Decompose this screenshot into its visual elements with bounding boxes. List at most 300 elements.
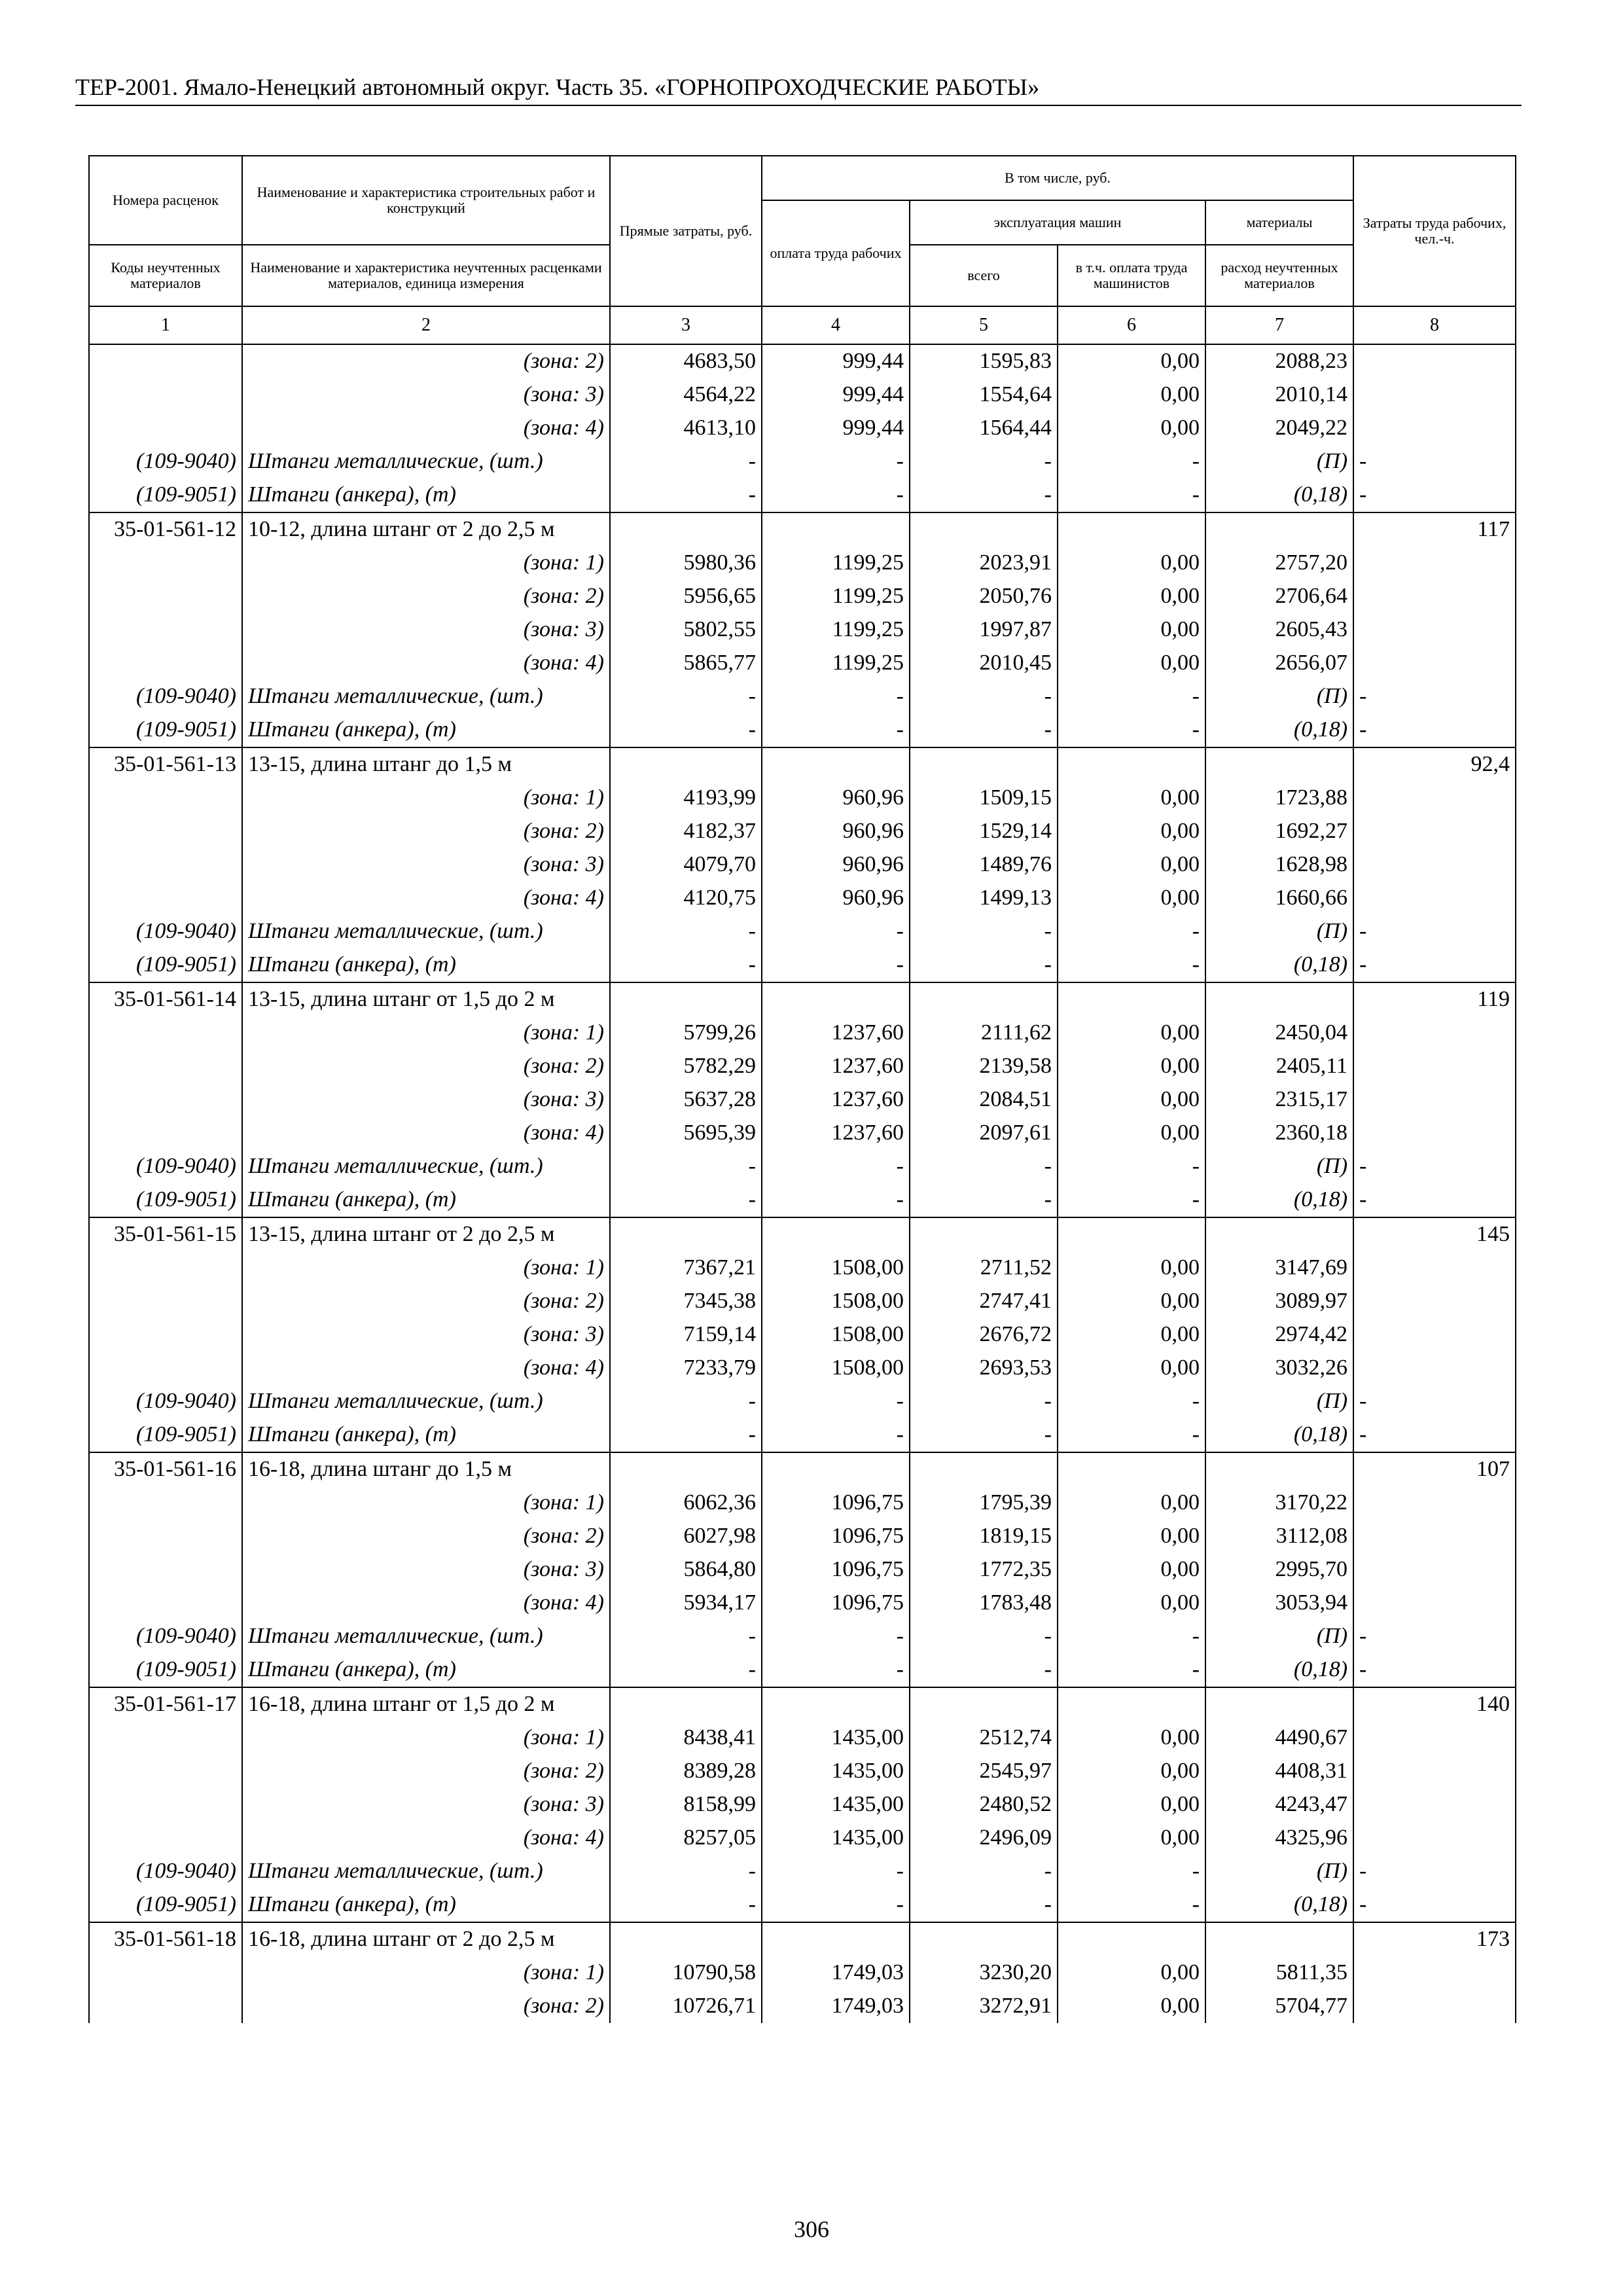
empty-cell — [1058, 512, 1205, 547]
dash-cell: - — [610, 1183, 762, 1217]
wages-cell: 960,96 — [762, 848, 910, 882]
wages-cell: 1096,75 — [762, 1520, 910, 1553]
machine-wages-cell: 0,00 — [1058, 1788, 1205, 1821]
wages-cell: 1199,25 — [762, 547, 910, 580]
zone-label: (зона: 2) — [242, 1285, 610, 1318]
material-code: (109-9040) — [89, 1620, 242, 1653]
zone-row — [89, 647, 1516, 680]
direct-cost-cell: 7345,38 — [610, 1285, 762, 1318]
col-including: В том числе, руб. — [762, 156, 1353, 200]
zone-row — [89, 1050, 1516, 1083]
empty-cell — [1205, 982, 1353, 1016]
col-number: 3 — [610, 306, 762, 344]
machines-total-cell: 2747,41 — [910, 1285, 1058, 1318]
wages-cell: 1096,75 — [762, 1587, 910, 1620]
material-name: Штанги (анкера), (т) — [242, 1418, 610, 1452]
labor-cell — [1353, 580, 1516, 613]
empty-cell — [1058, 982, 1205, 1016]
dash-cell: - — [610, 1888, 762, 1922]
empty-cell — [762, 747, 910, 781]
page-header: ТЕР-2001. Ямало-Ненецкий автономный округ. Часть 35. «ГОРНОПРОХОДЧЕСКИЕ РАБОТЫ» — [75, 74, 1040, 100]
zone-row — [89, 1520, 1516, 1553]
wages-cell: 999,44 — [762, 412, 910, 445]
rate-title: 13-15, длина штанг от 1,5 до 2 м — [242, 982, 610, 1016]
rate-code-cell — [89, 848, 242, 882]
wages-cell: 1237,60 — [762, 1016, 910, 1050]
dash-cell: - — [910, 1418, 1058, 1452]
empty-cell — [762, 1452, 910, 1486]
dash-cell: - — [1058, 1150, 1205, 1183]
dash-cell: - — [1353, 1183, 1516, 1217]
materials-cell: 4408,31 — [1205, 1755, 1353, 1788]
empty-cell — [1205, 1922, 1353, 1956]
dash-cell: - — [1353, 680, 1516, 713]
zone-label: (зона: 2) — [242, 1755, 610, 1788]
zone-label: (зона: 4) — [242, 412, 610, 445]
zone-row — [89, 882, 1516, 915]
material-name: Штанги металлические, (шт.) — [242, 1385, 610, 1418]
material-code: (109-9051) — [89, 713, 242, 747]
material-row — [89, 1418, 1516, 1452]
dash-cell: - — [762, 1418, 910, 1452]
machines-total-cell: 1529,14 — [910, 815, 1058, 848]
material-name: Штанги (анкера), (т) — [242, 1183, 610, 1217]
labor-cell — [1353, 1352, 1516, 1385]
empty-cell — [610, 1922, 762, 1956]
rate-code-cell — [89, 882, 242, 915]
empty-cell — [1205, 747, 1353, 781]
rate-code-cell — [89, 613, 242, 647]
dash-cell: - — [1058, 1855, 1205, 1888]
material-row — [89, 915, 1516, 948]
zone-label: (зона: 4) — [242, 647, 610, 680]
wages-cell: 960,96 — [762, 815, 910, 848]
zone-label: (зона: 2) — [242, 1520, 610, 1553]
rate-code-cell — [89, 1788, 242, 1821]
rate-code-cell — [89, 815, 242, 848]
empty-cell — [910, 747, 1058, 781]
labor-cell — [1353, 1520, 1516, 1553]
rates-table — [88, 155, 1516, 2023]
material-code: (109-9051) — [89, 1653, 242, 1687]
materials-cell: 2995,70 — [1205, 1553, 1353, 1587]
zone-row — [89, 1788, 1516, 1821]
material-code: (109-9040) — [89, 445, 242, 478]
material-qty: (0,18) — [1205, 1653, 1353, 1687]
zone-label: (зона: 2) — [242, 580, 610, 613]
direct-cost-cell: 8438,41 — [610, 1721, 762, 1755]
machines-total-cell: 2010,45 — [910, 647, 1058, 680]
direct-cost-cell: 5934,17 — [610, 1587, 762, 1620]
empty-cell — [1058, 1452, 1205, 1486]
material-code: (109-9051) — [89, 1888, 242, 1922]
rate-code-cell — [89, 1318, 242, 1352]
dash-cell: - — [762, 1888, 910, 1922]
col-machine-operation: эксплуатация машин — [910, 200, 1205, 245]
material-qty: (П) — [1205, 445, 1353, 478]
machine-wages-cell: 0,00 — [1058, 1016, 1205, 1050]
materials-cell: 2605,43 — [1205, 613, 1353, 647]
material-row — [89, 948, 1516, 982]
material-qty: (0,18) — [1205, 713, 1353, 747]
dash-cell: - — [610, 713, 762, 747]
direct-cost-cell: 8158,99 — [610, 1788, 762, 1821]
rate-title-row — [89, 1452, 1516, 1486]
dash-cell: - — [762, 1620, 910, 1653]
col-machines-total: всего — [910, 245, 1058, 306]
materials-cell: 5704,77 — [1205, 1990, 1353, 2023]
material-qty: (П) — [1205, 1385, 1353, 1418]
materials-cell: 1723,88 — [1205, 781, 1353, 815]
dash-cell: - — [1058, 1620, 1205, 1653]
materials-cell: 2656,07 — [1205, 647, 1353, 680]
machines-total-cell: 1819,15 — [910, 1520, 1058, 1553]
dash-cell: - — [610, 1620, 762, 1653]
empty-cell — [1205, 1217, 1353, 1251]
machine-wages-cell: 0,00 — [1058, 1990, 1205, 2023]
empty-cell — [762, 1922, 910, 1956]
rate-title-row — [89, 747, 1516, 781]
wages-cell: 1237,60 — [762, 1117, 910, 1150]
machine-wages-cell: 0,00 — [1058, 344, 1205, 378]
materials-cell: 4243,47 — [1205, 1788, 1353, 1821]
materials-cell: 4490,67 — [1205, 1721, 1353, 1755]
col-number: 8 — [1353, 306, 1516, 344]
labor-cell — [1353, 1016, 1516, 1050]
empty-cell — [762, 982, 910, 1016]
col-labor: Затраты труда рабочих, чел.-ч. — [1353, 156, 1516, 306]
dash-cell: - — [910, 1855, 1058, 1888]
machine-wages-cell: 0,00 — [1058, 1486, 1205, 1520]
machines-total-cell: 1509,15 — [910, 781, 1058, 815]
zone-row — [89, 1251, 1516, 1285]
empty-cell — [910, 1922, 1058, 1956]
rate-code: 35-01-561-14 — [89, 982, 242, 1016]
materials-cell: 5811,35 — [1205, 1956, 1353, 1990]
dash-cell: - — [910, 1385, 1058, 1418]
direct-cost-cell: 6027,98 — [610, 1520, 762, 1553]
col-number: 2 — [242, 306, 610, 344]
dash-cell: - — [1353, 915, 1516, 948]
wages-cell: 1435,00 — [762, 1755, 910, 1788]
wages-cell: 1237,60 — [762, 1083, 910, 1117]
labor-cell — [1353, 1050, 1516, 1083]
rate-code-cell — [89, 547, 242, 580]
zone-row — [89, 1285, 1516, 1318]
machine-wages-cell: 0,00 — [1058, 1755, 1205, 1788]
rate-code-cell — [89, 1520, 242, 1553]
material-row — [89, 478, 1516, 512]
direct-cost-cell: 4182,37 — [610, 815, 762, 848]
zone-row — [89, 1486, 1516, 1520]
machines-total-cell: 2545,97 — [910, 1755, 1058, 1788]
labor-cell — [1353, 613, 1516, 647]
materials-cell: 1692,27 — [1205, 815, 1353, 848]
empty-cell — [762, 512, 910, 547]
zone-label: (зона: 3) — [242, 613, 610, 647]
col-materials: материалы — [1205, 200, 1353, 245]
wages-cell: 1508,00 — [762, 1285, 910, 1318]
zone-row — [89, 1587, 1516, 1620]
zone-row — [89, 1721, 1516, 1755]
machines-total-cell: 1595,83 — [910, 344, 1058, 378]
direct-cost-cell: 5695,39 — [610, 1117, 762, 1150]
rate-code-cell — [89, 1285, 242, 1318]
material-qty: (0,18) — [1205, 1183, 1353, 1217]
direct-cost-cell: 5980,36 — [610, 547, 762, 580]
dash-cell: - — [1058, 1385, 1205, 1418]
materials-cell: 4325,96 — [1205, 1821, 1353, 1855]
machines-total-cell: 1783,48 — [910, 1587, 1058, 1620]
rate-code-cell — [89, 1821, 242, 1855]
dash-cell: - — [762, 680, 910, 713]
zone-label: (зона: 3) — [242, 1553, 610, 1587]
dash-cell: - — [762, 445, 910, 478]
col-direct-costs: Прямые затраты, руб. — [610, 156, 762, 306]
rate-code-cell — [89, 1050, 242, 1083]
materials-cell: 2706,64 — [1205, 580, 1353, 613]
material-code: (109-9040) — [89, 915, 242, 948]
dash-cell: - — [610, 1653, 762, 1687]
labor-cell — [1353, 1285, 1516, 1318]
dash-cell: - — [1353, 1385, 1516, 1418]
col-rate-number: Номера расценок — [89, 156, 242, 245]
material-row — [89, 1653, 1516, 1687]
dash-cell: - — [910, 1888, 1058, 1922]
col-mat-codes: Коды неучтенных материалов — [89, 245, 242, 306]
rate-code-cell — [89, 1251, 242, 1285]
dash-cell: - — [610, 1418, 762, 1452]
machine-wages-cell: 0,00 — [1058, 1553, 1205, 1587]
machines-total-cell: 2676,72 — [910, 1318, 1058, 1352]
zone-label: (зона: 1) — [242, 547, 610, 580]
wages-cell: 1237,60 — [762, 1050, 910, 1083]
materials-cell: 2360,18 — [1205, 1117, 1353, 1150]
dash-cell: - — [910, 1150, 1058, 1183]
empty-cell — [1058, 1217, 1205, 1251]
machines-total-cell: 1499,13 — [910, 882, 1058, 915]
material-qty: (0,18) — [1205, 1418, 1353, 1452]
col-number: 6 — [1058, 306, 1205, 344]
dash-cell: - — [610, 1855, 762, 1888]
rate-code-cell — [89, 1956, 242, 1990]
material-row — [89, 1620, 1516, 1653]
empty-cell — [1205, 512, 1353, 547]
wages-cell: 1749,03 — [762, 1990, 910, 2023]
material-code: (109-9040) — [89, 1855, 242, 1888]
machines-total-cell: 2084,51 — [910, 1083, 1058, 1117]
dash-cell: - — [1058, 1653, 1205, 1687]
zone-label: (зона: 3) — [242, 1788, 610, 1821]
empty-cell — [1205, 1687, 1353, 1721]
table-body — [89, 344, 1516, 2023]
dash-cell: - — [762, 1183, 910, 1217]
empty-cell — [910, 1687, 1058, 1721]
direct-cost-cell: 7367,21 — [610, 1251, 762, 1285]
machine-wages-cell: 0,00 — [1058, 647, 1205, 680]
page-number: 306 — [794, 2216, 829, 2242]
rate-code-cell — [89, 580, 242, 613]
direct-cost-cell: 5802,55 — [610, 613, 762, 647]
dash-cell: - — [910, 445, 1058, 478]
zone-row — [89, 1016, 1516, 1050]
machines-total-cell: 1489,76 — [910, 848, 1058, 882]
labor-cell — [1353, 1788, 1516, 1821]
direct-cost-cell: 4613,10 — [610, 412, 762, 445]
machine-wages-cell: 0,00 — [1058, 1956, 1205, 1990]
machine-wages-cell: 0,00 — [1058, 1083, 1205, 1117]
direct-cost-cell: 8389,28 — [610, 1755, 762, 1788]
empty-cell — [910, 982, 1058, 1016]
zone-label: (зона: 1) — [242, 1956, 610, 1990]
machine-wages-cell: 0,00 — [1058, 378, 1205, 412]
material-name: Штанги металлические, (шт.) — [242, 915, 610, 948]
rate-code-cell — [89, 1117, 242, 1150]
rate-title-row — [89, 1922, 1516, 1956]
zone-label: (зона: 3) — [242, 848, 610, 882]
labor-cell — [1353, 882, 1516, 915]
empty-cell — [610, 1217, 762, 1251]
material-row — [89, 1888, 1516, 1922]
empty-cell — [910, 1452, 1058, 1486]
zone-row — [89, 1990, 1516, 2023]
dash-cell: - — [1058, 445, 1205, 478]
labor-cell — [1353, 815, 1516, 848]
labor-cell — [1353, 1821, 1516, 1855]
wages-cell: 999,44 — [762, 344, 910, 378]
dash-cell: - — [1353, 1888, 1516, 1922]
dash-cell: - — [1058, 713, 1205, 747]
labor-cell — [1353, 547, 1516, 580]
machine-wages-cell: 0,00 — [1058, 815, 1205, 848]
empty-cell — [762, 1217, 910, 1251]
labor-cell — [1353, 1990, 1516, 2023]
materials-cell: 3170,22 — [1205, 1486, 1353, 1520]
rate-code-cell — [89, 1721, 242, 1755]
materials-cell: 2450,04 — [1205, 1016, 1353, 1050]
col-machine-wages: в т.ч. оплата труда машинистов — [1058, 245, 1205, 306]
rate-title: 16-18, длина штанг от 2 до 2,5 м — [242, 1922, 610, 1956]
material-code: (109-9040) — [89, 680, 242, 713]
empty-cell — [1058, 1687, 1205, 1721]
dash-cell: - — [910, 915, 1058, 948]
machine-wages-cell: 0,00 — [1058, 1251, 1205, 1285]
machine-wages-cell: 0,00 — [1058, 1520, 1205, 1553]
machines-total-cell: 2693,53 — [910, 1352, 1058, 1385]
dash-cell: - — [610, 948, 762, 982]
material-qty: (0,18) — [1205, 478, 1353, 512]
labor-cell — [1353, 647, 1516, 680]
rate-title-row — [89, 1217, 1516, 1251]
empty-cell — [1058, 1922, 1205, 1956]
zone-label: (зона: 2) — [242, 1050, 610, 1083]
materials-cell: 3147,69 — [1205, 1251, 1353, 1285]
wages-cell: 1199,25 — [762, 647, 910, 680]
machines-total-cell: 2512,74 — [910, 1721, 1058, 1755]
rate-code-cell — [89, 344, 242, 378]
zone-row — [89, 1117, 1516, 1150]
direct-cost-cell: 5956,65 — [610, 580, 762, 613]
rate-title-row — [89, 982, 1516, 1016]
wages-cell: 999,44 — [762, 378, 910, 412]
labor-cell — [1353, 412, 1516, 445]
machine-wages-cell: 0,00 — [1058, 1587, 1205, 1620]
dash-cell: - — [1353, 1855, 1516, 1888]
dash-cell: - — [1353, 1653, 1516, 1687]
zone-label: (зона: 2) — [242, 344, 610, 378]
zone-label: (зона: 4) — [242, 1587, 610, 1620]
wages-cell: 1508,00 — [762, 1251, 910, 1285]
direct-cost-cell: 5637,28 — [610, 1083, 762, 1117]
rate-title: 10-12, длина штанг от 2 до 2,5 м — [242, 512, 610, 547]
zone-row — [89, 1755, 1516, 1788]
col-work-name: Наименование и характеристика строительных работ и конструкций — [242, 156, 610, 245]
zone-label: (зона: 3) — [242, 378, 610, 412]
dash-cell: - — [1058, 948, 1205, 982]
labor-cell — [1353, 1486, 1516, 1520]
direct-cost-cell: 7159,14 — [610, 1318, 762, 1352]
dash-cell: - — [1058, 680, 1205, 713]
labor-value: 107 — [1353, 1452, 1516, 1486]
rate-code-cell — [89, 1352, 242, 1385]
material-qty: (П) — [1205, 1150, 1353, 1183]
col-number: 1 — [89, 306, 242, 344]
materials-cell: 2974,42 — [1205, 1318, 1353, 1352]
machine-wages-cell: 0,00 — [1058, 1721, 1205, 1755]
rate-code: 35-01-561-18 — [89, 1922, 242, 1956]
material-row — [89, 1183, 1516, 1217]
empty-cell — [910, 512, 1058, 547]
dash-cell: - — [762, 915, 910, 948]
wages-cell: 1199,25 — [762, 580, 910, 613]
material-qty: (П) — [1205, 915, 1353, 948]
dash-cell: - — [610, 915, 762, 948]
zone-row — [89, 547, 1516, 580]
labor-cell — [1353, 344, 1516, 378]
dash-cell: - — [910, 680, 1058, 713]
materials-cell: 3112,08 — [1205, 1520, 1353, 1553]
wages-cell: 1508,00 — [762, 1318, 910, 1352]
dash-cell: - — [1353, 1620, 1516, 1653]
table-head — [89, 156, 1516, 344]
material-row — [89, 1150, 1516, 1183]
dash-cell: - — [762, 1855, 910, 1888]
labor-cell — [1353, 1721, 1516, 1755]
rate-code-cell — [89, 378, 242, 412]
machine-wages-cell: 0,00 — [1058, 781, 1205, 815]
material-code: (109-9051) — [89, 478, 242, 512]
rate-title-row — [89, 1687, 1516, 1721]
machines-total-cell: 2097,61 — [910, 1117, 1058, 1150]
machines-total-cell: 2111,62 — [910, 1016, 1058, 1050]
rate-code-cell — [89, 1990, 242, 2023]
rate-code-cell — [89, 1755, 242, 1788]
zone-label: (зона: 1) — [242, 1251, 610, 1285]
col-mat-names: Наименование и характеристика неучтенных расценками материалов, единица измерения — [242, 245, 610, 306]
dash-cell: - — [610, 445, 762, 478]
materials-cell: 1660,66 — [1205, 882, 1353, 915]
direct-cost-cell: 5865,77 — [610, 647, 762, 680]
dash-cell: - — [762, 948, 910, 982]
labor-cell — [1353, 1587, 1516, 1620]
wages-cell: 960,96 — [762, 882, 910, 915]
rate-code-cell — [89, 1083, 242, 1117]
machine-wages-cell: 0,00 — [1058, 1117, 1205, 1150]
zone-label: (зона: 4) — [242, 1117, 610, 1150]
dash-cell: - — [910, 713, 1058, 747]
direct-cost-cell: 8257,05 — [610, 1821, 762, 1855]
labor-cell — [1353, 1956, 1516, 1990]
